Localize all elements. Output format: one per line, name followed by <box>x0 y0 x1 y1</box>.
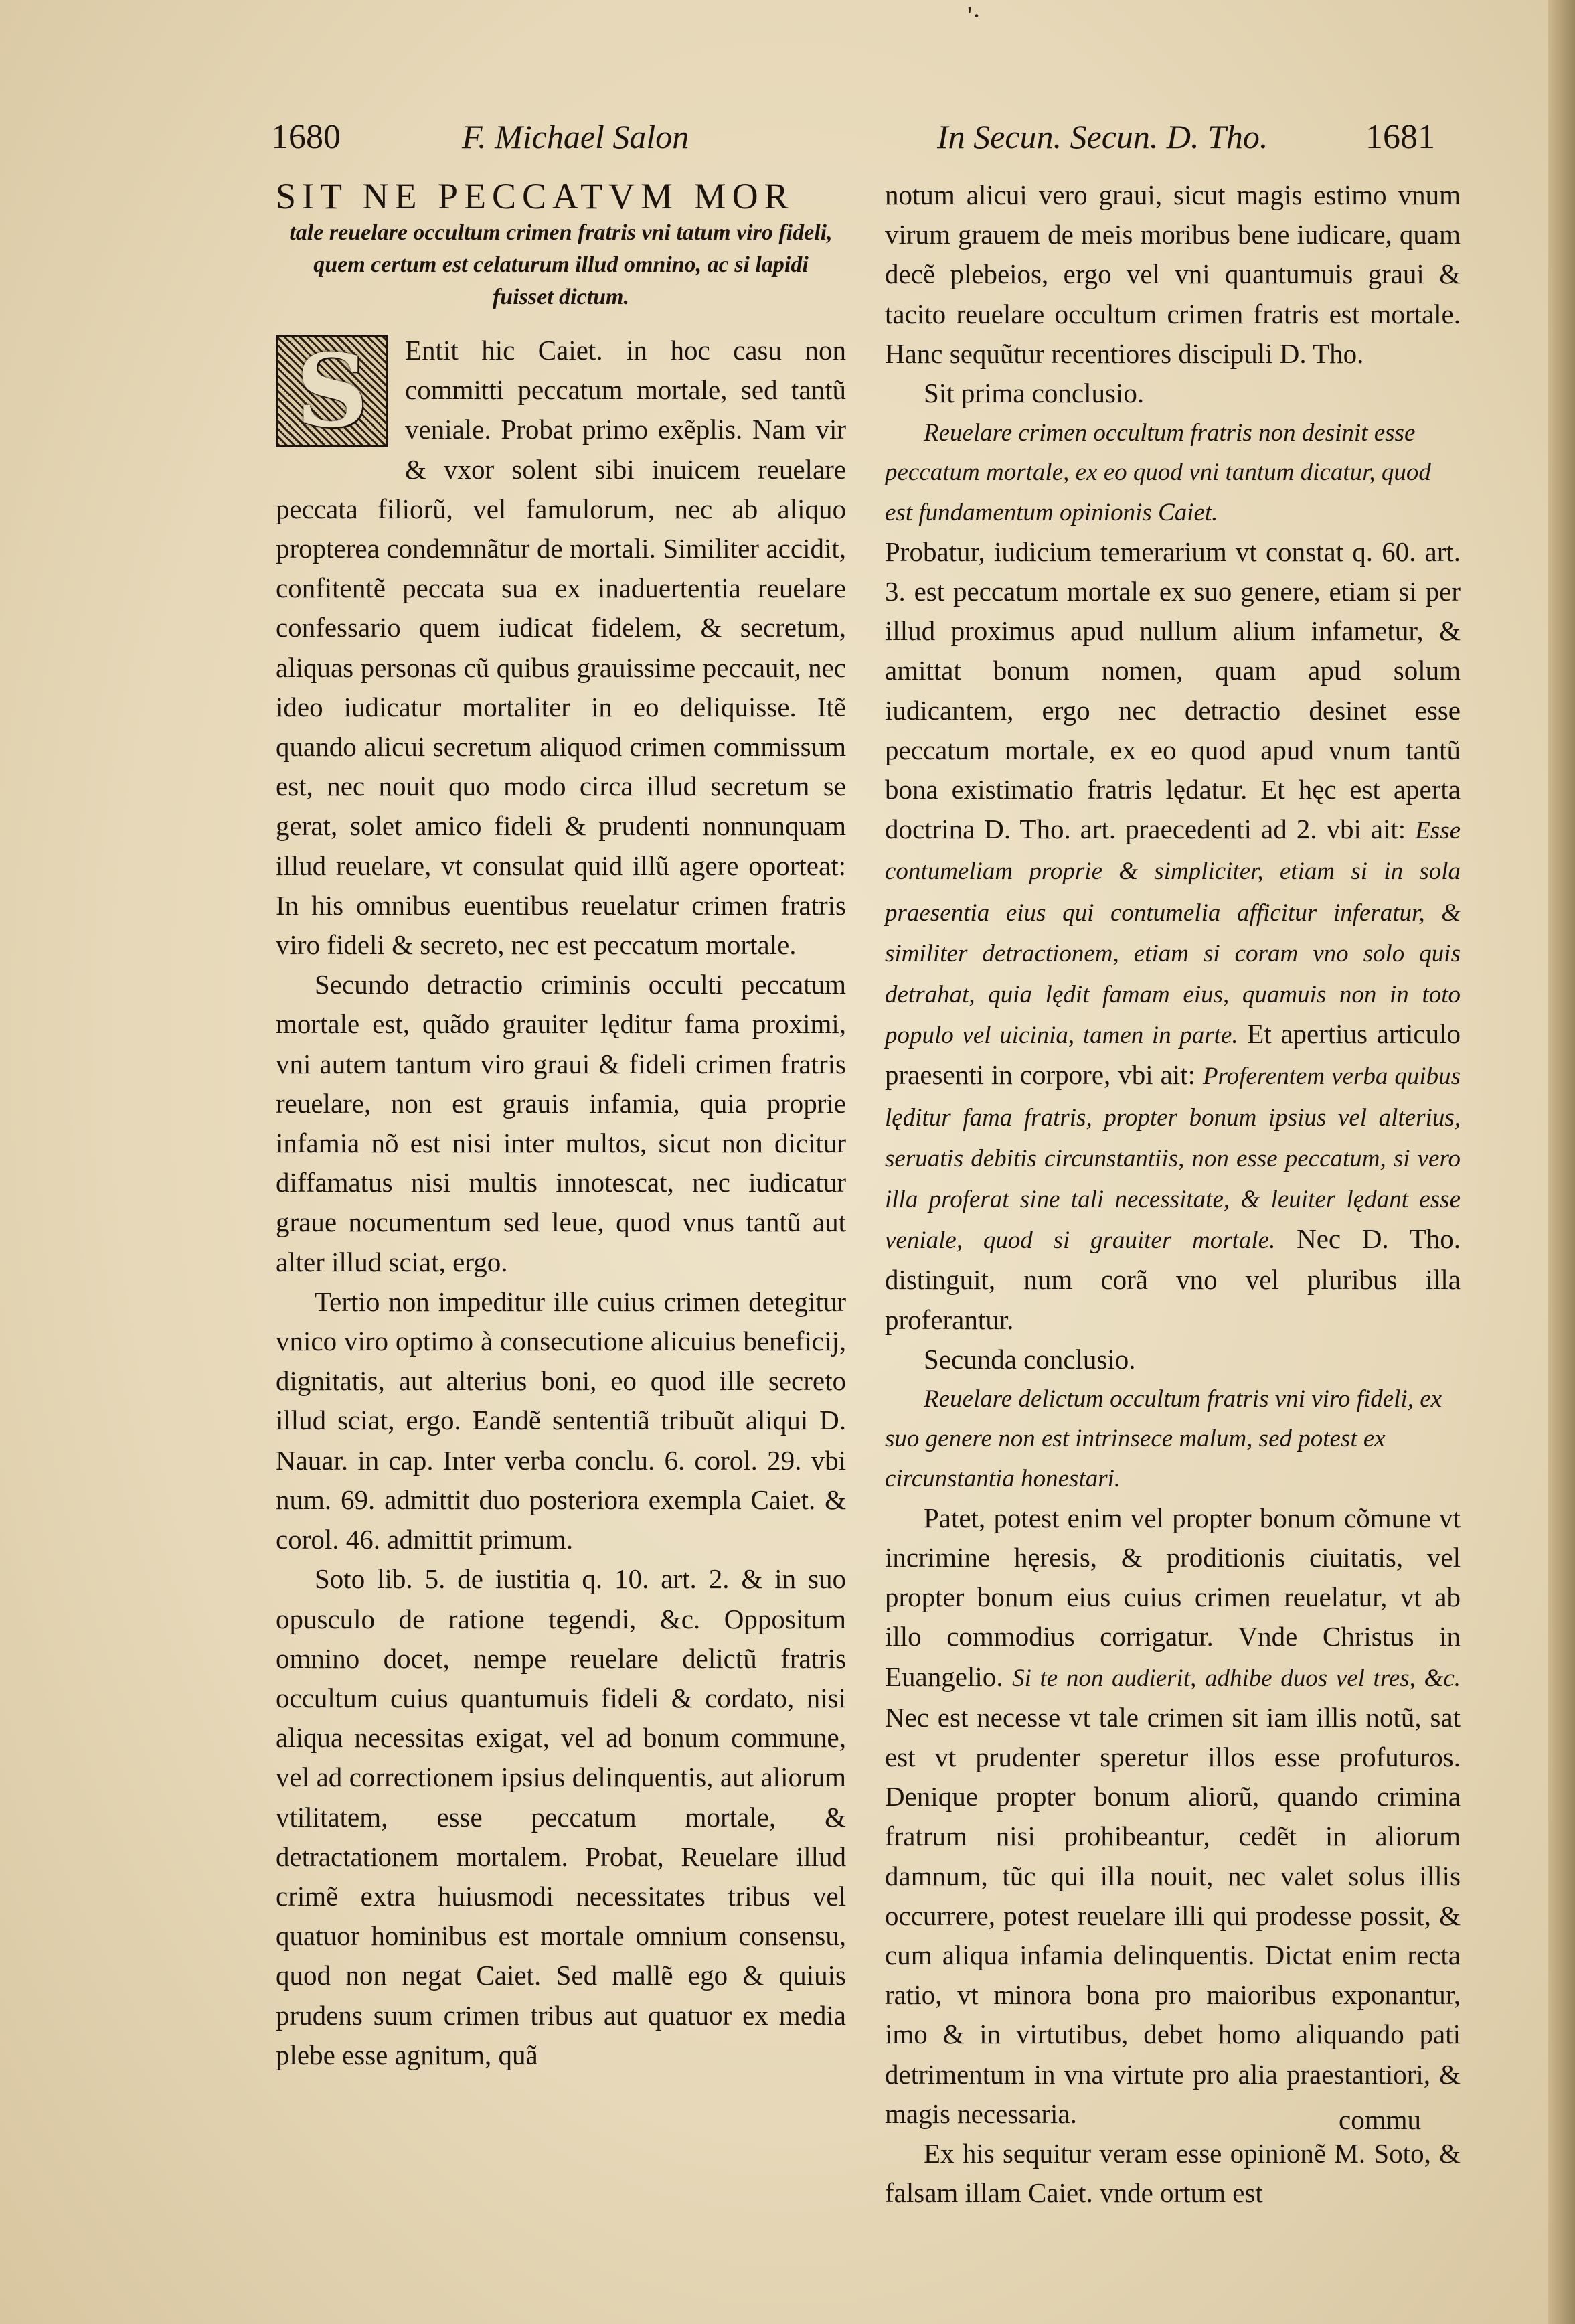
quote-2: Proferentem verba quibus lęditur fama fratris, propter bonum ipsius vel alterius, seruatis debitis circunstantiis, non esse peccatum, si vero illa proferat sine tali necessitate, & leuiter lędant esse veniale, quod si grauiter mortale. <box>885 1063 1461 1255</box>
paragraph-1 <box>276 331 846 965</box>
right-column <box>885 175 1461 2213</box>
right-paragraph-3-end: Nec est necesse vt tale crimen sit iam illis notũ, sat est vt prudenter speretur illos esse profuturos. Denique propter bonum aliorũ, quando crimina fratrum nisi prohibeantur, cedẽt in aliorum damnum, tũc qui illa nouit, nec valet solus illis occurrere, potest reuelare illi qui prodesse possit, & cum aliqua infamia delinquentis. Dictat enim recta ratio, vt minora bona pro maioribus exponantur, imo & in virtutibus, debet homo aliquando pati detrimentum in vna virtute pro alia praestantiori, & magis necessaria. <box>885 1701 1461 2129</box>
right-paragraph-4: Ex his sequitur veram esse opinionẽ M. Soto, & falsam illam Caiet. vnde ortum est <box>885 2137 1461 2209</box>
right-paragraph-1: notum alicui vero graui, sicut magis estimo vnum virum grauem de meis moribus bene iudicare, quam decẽ plebeios, ergo vel vni quantumuis graui & tacito reuelare occultum crimen fratris est mortale. Hanc sequũtur recentiores discipuli D. Tho. <box>885 179 1461 369</box>
paragraph-3: Tertio non impeditur ille cuius crimen detegitur vnico viro optimo à consecutione alicuius beneficij, dignitatis, aut alterius boni, eo quod ille secreto illud sciat, ergo. Eandẽ sententiã tribuũt aliqui D. Nauar. in cap. Inter verba conclu. 6. corol. 29. vbi num. 69. admittit duo posteriora exempla Caiet. & corol. 46. admittit primum. <box>276 1286 846 1555</box>
drop-cap <box>276 332 393 450</box>
conclusion-1-label: Sit prima conclusio. <box>924 378 1145 409</box>
quote-3: Si te non audierit, adhibe duos vel tres, &c. <box>1012 1664 1461 1692</box>
paragraph-2: Secundo detractio criminis occulti peccatum mortale est, quãdo grauiter lęditur fama proximi, vni autem tantum viro graui & fideli crimen fratris reuelare, non est grauis infamia, quia proprie infamia nõ est nisi inter multos, sicut non dicitur diffamatus nisi multis innotescat, nec iudicatur graue nocumentum sed leue, quod vnus tantũ aut alter illud sciat, ergo. <box>276 969 846 1277</box>
question-subtitle: tale reuelare occultum crimen fratris vni tatum viro fideli, quem certum est celaturum illud omnino, ac si lapidi fuisset dictum. <box>289 220 833 309</box>
right-paragraph-3-start: Patet, potest enim vel propter bonum cõmune vt incrimine hęresis, & proditionis ciuitatis, vel propter bonum eius cuius crimen reuelatur, vt ab illo commodius corrigatur. Vnde Christus in Euangelio. <box>885 1502 1461 1692</box>
left-page-number: 1680 <box>271 118 341 156</box>
conclusion-2-text: Reuelare delictum occultum fratris vni viro fideli, ex suo genere non est intrinsece malum, sed potest ex circunstantia honestari. <box>885 1385 1442 1492</box>
top-mark: '· <box>967 1 981 31</box>
page-edge <box>1548 0 1575 2324</box>
question-title: SIT NE PECCATVM MOR <box>276 176 795 216</box>
paragraph-1-text: Entit hic Caiet. in hoc casu non committi peccatum mortale, sed tantũ veniale. Probat primo exẽplis. Nam vir & vxor solent sibi inuicem reuelare peccata filiorũ, vel famulorum, nec ab aliquo propterea condemnãtur de mortali. Similiter accidit, confitentẽ peccata sua ex inaduertentia reuelare confessario quem iudicat fidelem, & secretum, aliquas personas cũ quibus grauissime peccauit, nec ideo iudicatur mortaliter in eo deliquisse. Itẽ quando alicui secretum aliquod crimen commissum est, nec nouit quo modo circa illud secretum se gerat, solet amico fideli & prudenti nonnunquam illud reuelare, vt consulat quid illũ agere oporteat: In his omnibus euentibus reuelatur crimen fratris viro fideli & secreto, nec est peccatum mortale. <box>276 335 846 961</box>
right-paragraph-2-start: Probatur, iudicium temerarium vt constat q. 60. art. 3. est peccatum mortale ex suo genere, etiam si per illud proximus apud nullum alium infametur, & amittat bonum nomen, quam apud solum iudicantem, ergo nec detractio desinet esse peccatum mortale, ex eo quod apud vnum tantũ bona existimatio fratris lędatur. Et hęc est aperta doctrina D. Tho. art. praecedenti ad 2. vbi ait: <box>885 536 1461 845</box>
left-running-title: F. Michael Salon <box>462 118 689 155</box>
drop-cap-letter: S <box>295 332 369 450</box>
quote-1: Esse contumeliam proprie & simpliciter, etiam si in sola praesentia eius qui contumelia afficitur inferatur, & similiter detractionem, etiam si coram vno solo quis detrahat, quia lędit famam eius, quamuis non in toto populo vel uicinia, tamen in parte. <box>885 817 1461 1050</box>
conclusion-2-label: Secunda conclusio. <box>924 1343 1136 1375</box>
right-paragraph-2-end: Nec D. Tho. distinguit, num corã vno vel pluribus illa proferantur. <box>885 1223 1461 1335</box>
left-column <box>276 175 846 2075</box>
right-paragraph-3 <box>885 1498 1461 2134</box>
drop-cap-box <box>276 332 388 450</box>
catchword: commu <box>1339 2104 1421 2135</box>
right-paragraph-2-mid: Et apertius articulo praesenti in corpore, vbi ait: <box>885 1018 1461 1091</box>
conclusion-1-text: Reuelare crimen occultum fratris non desinit esse peccatum mortale, ex eo quod vni tantum dicatur, quod est fundamentum opinionis Caiet. <box>885 419 1431 526</box>
right-paragraph-2 <box>885 532 1461 1340</box>
right-running-title: In Secun. Secun. D. Tho. <box>937 118 1268 155</box>
paragraph-4: Soto lib. 5. de iustitia q. 10. art. 2. & in suo opusculo de ratione tegendi, &c. Oppositum omnino docet, nempe reuelare delictũ fratris occultum cuius quantumuis fideli & cordato, nisi aliqua necessitas exigat, vel ad bonum commune, vel ad correctionem ipsius delinquentis, aut aliorum vtilitatem, esse peccatum mortale, & detractationem mortalem. Probat, Reuelare illud crimẽ extra huiusmodi necessitates tribus vel quatuor hominibus est mortale omnium consensu, quod non negat Caiet. Sed mallẽ ego & quiuis prudens suum crimen tribus aut quatuor ex media plebe esse agnitum, quã <box>276 1563 846 2070</box>
right-page-number: 1681 <box>1365 118 1435 156</box>
